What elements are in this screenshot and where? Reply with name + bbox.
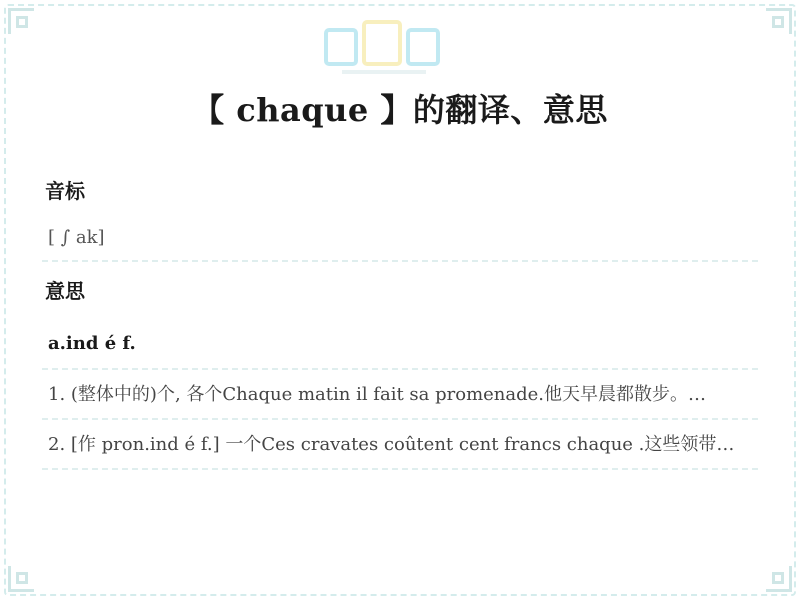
watermark-logo <box>322 16 446 80</box>
phonetic-heading: 音标 <box>45 179 85 203</box>
corner-ornament-top-right <box>756 4 796 44</box>
page-title: 【 chaque 】的翻译、意思 <box>192 91 608 129</box>
main-content <box>42 84 758 470</box>
phonetic-value: [ ∫ ak] <box>42 218 758 262</box>
meaning-heading: 意思 <box>45 279 85 303</box>
corner-ornament-bottom-right <box>756 556 796 596</box>
definition-item-1: 1. (整体中的)个, 各个Chaque matin il fait sa promenade.他天早晨都散步。… <box>42 370 758 420</box>
definition-item-2: 2. [作 pron.ind é f.] 一个Ces cravates coûtent cent francs chaque .这些领带… <box>42 420 758 470</box>
corner-ornament-bottom-left <box>4 556 44 596</box>
part-of-speech: a.ind é f. <box>42 318 758 370</box>
corner-ornament-top-left <box>4 4 44 44</box>
